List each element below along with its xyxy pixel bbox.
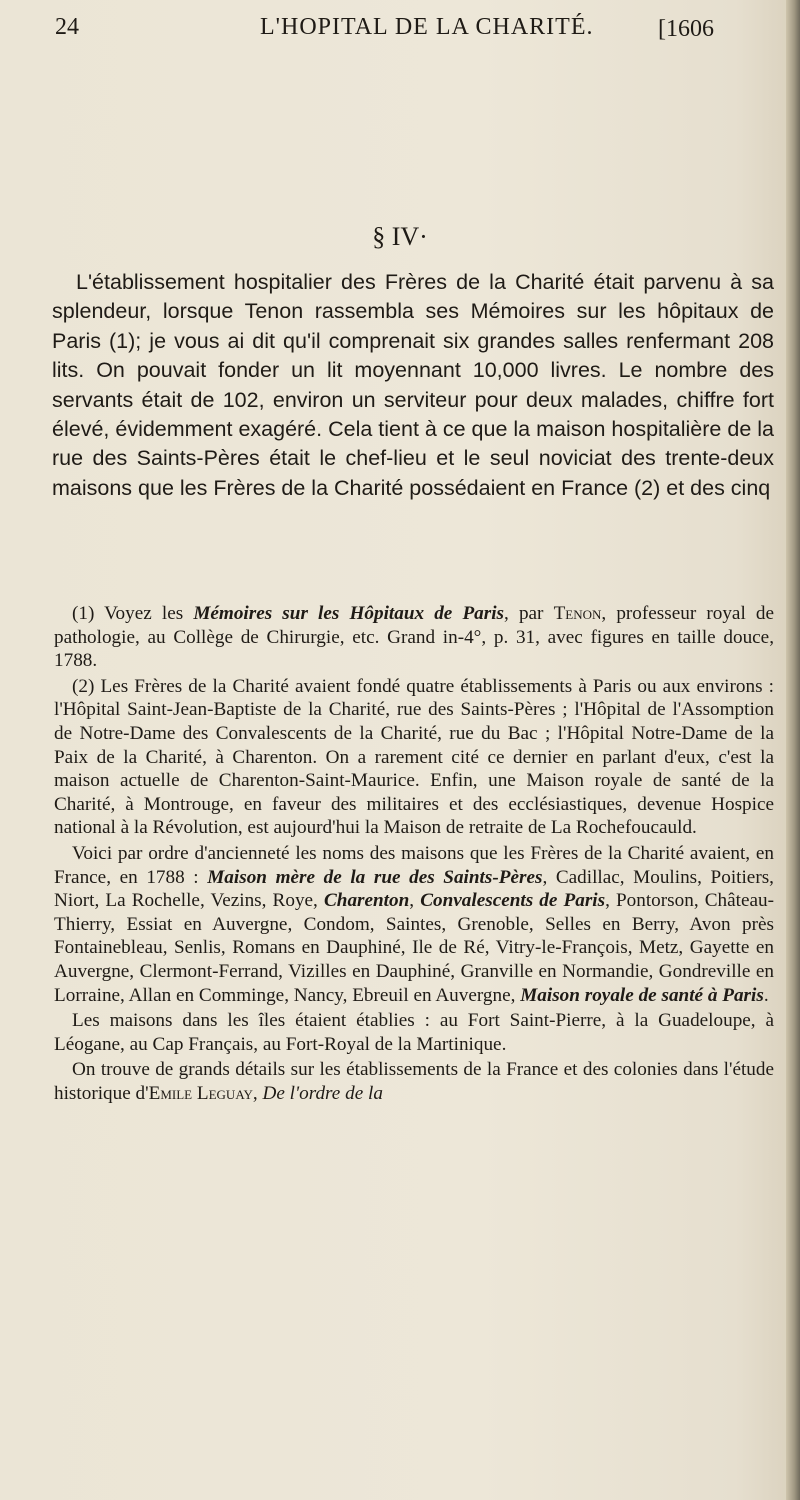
footnotes <box>54 600 774 1105</box>
section-title: § IV· <box>372 222 428 251</box>
main-paragraph: L'établissement hospitalier des Frères de la Charité était parvenu à sa splendeur, lorsque Tenon rassembla ses Mémoires sur les hôpitaux de Paris (1); je vous ai dit qu'il comprenait six grandes salles renfermant 208 lits. On pouvait fonder un lit moyennant 10,000 livres. Le nombre des servants était de 102, environ un serviteur pour deux malades, chiffre fort élevé, évidemment exagéré. Cela tient à ce que la maison hospitalière de la rue des Saints-Pères était le chef-lieu et le seul noviciat des trente-deux maisons que les Frères de la Charité possédaient en France (2) et des cinq <box>52 270 774 500</box>
footnote-5: On trouve de grands détails sur les établissements de la France et des colonies dans l'étude historique d'Emile Leguay, De l'ordre de la <box>54 1059 774 1104</box>
footnote-3: Voici par ordre d'ancienneté les noms des maisons que les Frères de la Charité avaient, en France, en 1788 : Maison mère de la rue des Saints-Pères, Cadillac, Moulins, Poitiers, Niort, La Rochelle, Vezins, Roye, Charenton, Convalescents de Paris, Pontorson, Château-Thierry, Essiat en Auvergne, Condom, Saintes, Grenoble, Selles en Berry, Avon près Fontainebleau, Senlis, Romans en Dauphiné, Ile de Ré, Vitry-le-François, Metz, Gayette en Auvergne, Clermont-Ferrand, Vizilles en Dauphiné, Granville en Normandie, Gondreville en Lorraine, Allan en Comminge, Nancy, Ebreuil en Auvergne, Maison royale de santé à Paris. <box>54 842 774 1006</box>
footnote-2: (2) Les Frères de la Charité avaient fondé quatre établissements à Paris ou aux environs : l'Hôpital Saint-Jean-Baptiste de la Charité, rue des Saints-Pères ; l'Hôpital de l'Assomption de Notre-Dame des Convalescents de la Charité, rue du Bac ; l'Hôpital Notre-Dame de la Paix de la Charité, à Charenton. On a rarement cité ce dernier en parlant d'eux, c'est la maison actuelle de Charenton-Saint-Maurice. Enfin, une Maison royale de santé de la Charité, à Montrouge, en faveur des militaires et des ecclésiastiques, devenue Hospice national à la Révolution, est aujourd'hui la Maison de retraite de La Rochefoucauld. <box>54 675 774 839</box>
page-header <box>0 6 800 46</box>
footnote-1: (1) Voyez les Mémoires sur les Hôpitaux de Paris, par Tenon, professeur royal de pathologie, au Collège de Chirurgie, etc. Grand in-4°, p. 31, avec figures en taille douce, 1788. <box>54 603 775 672</box>
footnote-4: Les maisons dans les îles étaient établies : au Fort Saint-Pierre, à la Guadeloupe, à Léogane, au Cap Français, au Fort-Royal de la Martinique. <box>54 1010 774 1055</box>
main-text <box>52 268 774 503</box>
running-title: L'HOPITAL DE LA CHARITÉ. <box>260 14 594 40</box>
header-year: [1606 <box>658 16 714 42</box>
page-number: 24 <box>55 14 79 40</box>
